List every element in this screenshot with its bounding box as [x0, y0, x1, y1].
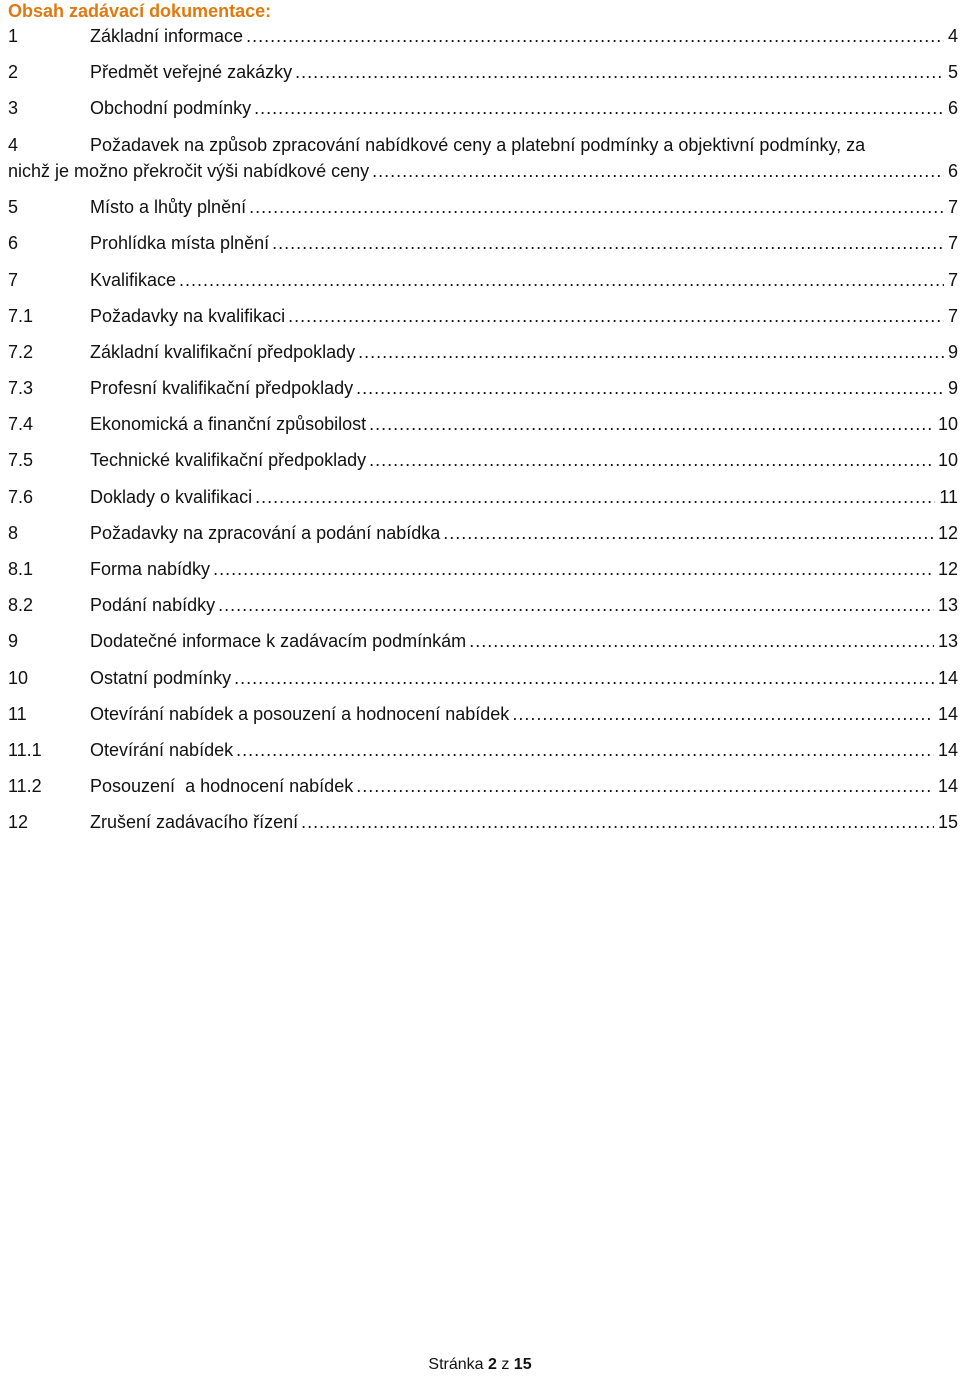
toc-number: 7.5 — [8, 450, 34, 471]
toc-page: 5 — [947, 62, 958, 83]
toc-title: Místo a lhůty plnění — [90, 197, 247, 218]
toc-page: 9 — [947, 378, 958, 399]
toc-title: Doklady o kvalifikaci — [90, 486, 253, 507]
toc-number: 7.2 — [8, 341, 34, 362]
toc-entry[interactable] — [8, 446, 958, 482]
toc-entry[interactable] — [8, 193, 958, 229]
toc-leader — [372, 157, 944, 185]
toc-title: Předmět veřejné zakázky — [90, 62, 293, 83]
toc-page: 7 — [947, 197, 958, 218]
toc-title: Technické kvalifikační předpoklady — [90, 450, 367, 471]
toc-leader — [443, 519, 934, 547]
toc-page: 12 — [937, 522, 958, 543]
toc-number: 7.6 — [8, 486, 34, 507]
toc-number: 3 — [8, 98, 19, 119]
toc-page: 11 — [939, 486, 958, 507]
toc-heading: Obsah zadávací dokumentace: — [8, 1, 272, 21]
toc-title: Požadavky na zpracování a podání nabídka — [90, 522, 441, 543]
toc-number: 4 — [8, 134, 19, 155]
toc-leader — [288, 302, 944, 330]
toc-number: 7.4 — [8, 414, 34, 435]
toc-page: 7 — [947, 269, 958, 290]
footer-separator: z — [501, 1356, 510, 1373]
toc-page: 7 — [947, 233, 958, 254]
toc-title: Forma nabídky — [90, 559, 211, 580]
toc-entry[interactable] — [8, 736, 958, 772]
footer-prefix: Stránka — [428, 1356, 484, 1373]
toc-title: Posouzení a hodnocení nabídek — [90, 776, 354, 797]
toc-title: Kvalifikace — [90, 269, 177, 290]
toc-page: 12 — [937, 559, 958, 580]
toc-page: 4 — [947, 26, 958, 46]
toc-leader — [218, 591, 934, 619]
toc-title: Prohlídka místa plnění — [90, 233, 270, 254]
toc-page: 15 — [937, 812, 958, 833]
toc-leader — [236, 736, 934, 764]
toc-entry[interactable] — [8, 58, 958, 94]
page-footer — [0, 1355, 960, 1375]
toc-number: 8 — [8, 522, 19, 543]
toc-number: 2 — [8, 62, 19, 83]
toc-title: Otevírání nabídek a posouzení a hodnocení nabídek — [90, 703, 510, 724]
toc-entry[interactable] — [8, 519, 958, 555]
toc-number: 11 — [8, 703, 27, 724]
toc-entry[interactable] — [8, 374, 958, 410]
toc-page: 6 — [947, 160, 958, 181]
toc-leader — [356, 772, 934, 800]
toc-page: 10 — [937, 414, 958, 435]
toc-title: Základní informace — [90, 26, 244, 46]
toc-leader — [179, 266, 944, 294]
toc-number: 7.3 — [8, 378, 34, 399]
toc-number: 10 — [8, 667, 29, 688]
toc-entry[interactable] — [8, 700, 958, 736]
toc-page: 14 — [937, 776, 958, 797]
toc-number: 9 — [8, 631, 19, 652]
toc-page: 6 — [947, 98, 958, 119]
toc-leader — [512, 700, 934, 728]
toc-leader — [301, 808, 934, 836]
toc-title: Profesní kvalifikační předpoklady — [90, 378, 354, 399]
toc-leader — [356, 374, 944, 402]
toc-entry-continuation[interactable] — [8, 157, 958, 194]
toc-entry[interactable] — [8, 266, 958, 302]
toc-title: Zrušení zadávacího řízení — [90, 812, 299, 833]
toc-number: 7.1 — [8, 305, 34, 326]
toc-page: 9 — [947, 341, 958, 362]
toc-leader — [249, 193, 944, 221]
toc-page: 13 — [937, 595, 958, 616]
toc-entry[interactable] — [8, 338, 958, 374]
table-of-contents — [8, 22, 958, 845]
toc-title: Požadavek na způsob zpracování nabídkové ceny a platební podmínky a objektivní podmínky, za — [90, 134, 866, 155]
toc-page: 14 — [937, 667, 958, 688]
toc-number: 6 — [8, 233, 19, 254]
toc-leader — [369, 410, 934, 438]
toc-entry[interactable] — [8, 627, 958, 663]
toc-page: 13 — [937, 631, 958, 652]
toc-entry[interactable] — [8, 410, 958, 446]
toc-number: 11.2 — [8, 776, 42, 797]
toc-number: 7 — [8, 269, 19, 290]
toc-number: 12 — [8, 812, 29, 833]
toc-title: Obchodní podmínky — [90, 98, 252, 119]
toc-entry[interactable] — [8, 302, 958, 338]
toc-entry[interactable] — [8, 483, 958, 519]
toc-page: 7 — [947, 305, 958, 326]
toc-entry[interactable] — [8, 131, 958, 157]
toc-leader — [369, 446, 934, 474]
toc-leader — [255, 483, 935, 511]
toc-page: 10 — [937, 450, 958, 471]
footer-total-pages: 15 — [513, 1356, 532, 1373]
toc-leader — [272, 229, 944, 257]
toc-entry[interactable] — [8, 229, 958, 265]
toc-page: 14 — [937, 703, 958, 724]
toc-leader — [358, 338, 944, 366]
toc-page: 14 — [937, 739, 958, 760]
toc-title: Ostatní podmínky — [90, 667, 232, 688]
toc-number: 1 — [8, 26, 19, 46]
toc-entry[interactable] — [8, 22, 958, 58]
toc-leader — [234, 664, 934, 692]
toc-number: 11.1 — [8, 739, 42, 760]
toc-number: 5 — [8, 197, 19, 218]
toc-number: 8.1 — [8, 559, 34, 580]
toc-title: Otevírání nabídek — [90, 739, 234, 760]
toc-entry[interactable] — [8, 591, 958, 627]
toc-title-continuation: nichž je možno překročit výši nabídkové ceny — [8, 160, 370, 181]
toc-leader — [295, 58, 944, 86]
toc-entry[interactable] — [8, 94, 958, 130]
toc-title: Základní kvalifikační předpoklady — [90, 341, 356, 362]
toc-entry[interactable] — [8, 555, 958, 591]
toc-title: Požadavky na kvalifikaci — [90, 305, 286, 326]
toc-entry[interactable] — [8, 772, 958, 808]
toc-leader — [254, 94, 944, 122]
footer-current-page: 2 — [487, 1356, 497, 1373]
toc-title: Ekonomická a finanční způsobilost — [90, 414, 367, 435]
toc-number: 8.2 — [8, 595, 34, 616]
toc-title: Dodatečné informace k zadávacím podmínkám — [90, 631, 467, 652]
toc-leader — [213, 555, 934, 583]
toc-title: Podání nabídky — [90, 595, 216, 616]
toc-leader — [469, 627, 934, 655]
toc-entry[interactable] — [8, 664, 958, 700]
toc-entry[interactable] — [8, 808, 958, 844]
toc-leader — [246, 22, 944, 50]
